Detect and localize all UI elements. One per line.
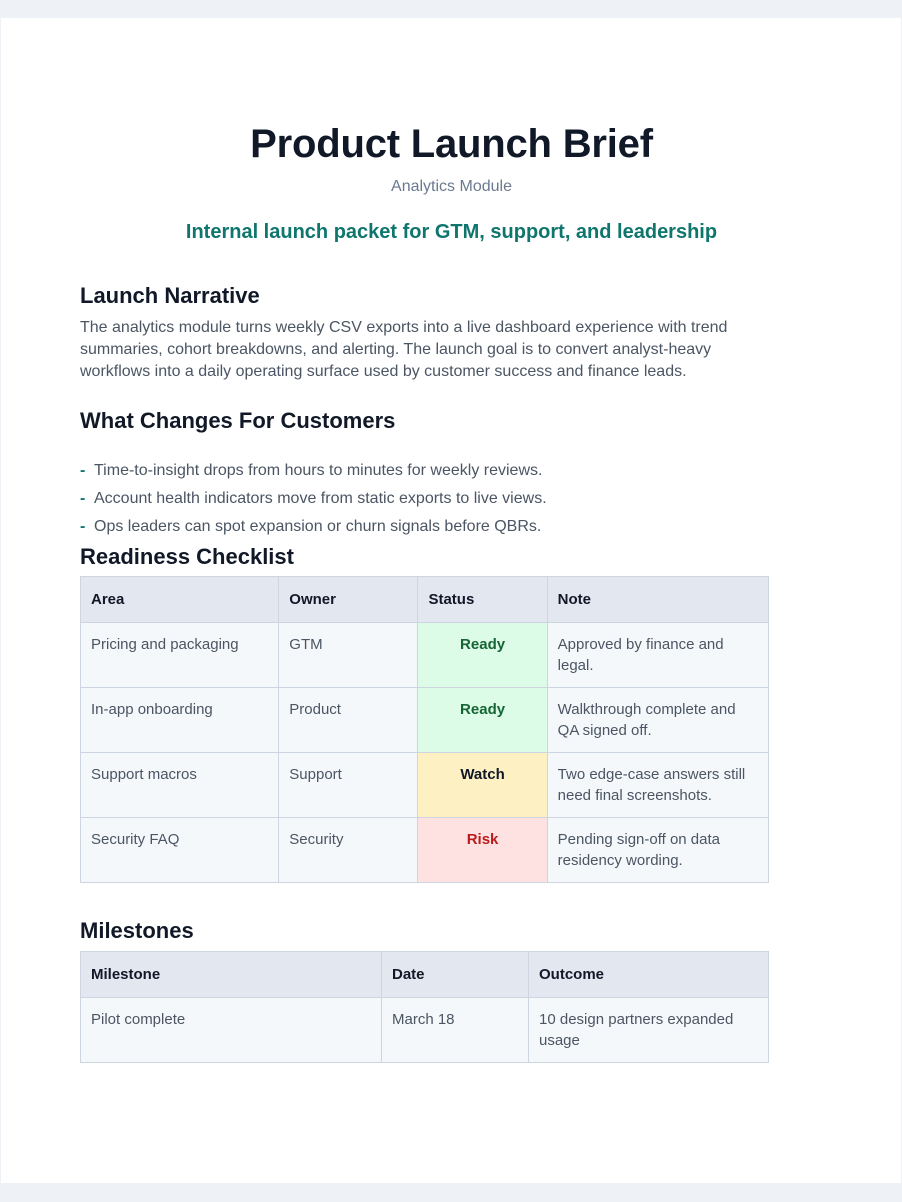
narrative-paragraph <box>80 317 770 383</box>
note-cell: Pending sign-off on data residency wording. <box>547 818 768 883</box>
owner-cell: Product <box>279 688 418 753</box>
list-item-text: Ops leaders can spot expansion or churn signals before QBRs. <box>94 518 542 535</box>
column-header: Milestone <box>81 952 382 998</box>
area-cell: In-app onboarding <box>81 688 279 753</box>
column-header: Outcome <box>529 952 769 998</box>
readiness-table <box>80 576 769 883</box>
status-badge: Ready <box>418 688 547 753</box>
milestone-cell: Pilot complete <box>81 998 382 1063</box>
column-header: Owner <box>279 577 418 623</box>
area-cell: Security FAQ <box>81 818 279 883</box>
table-row <box>81 998 769 1063</box>
list-item <box>80 460 547 488</box>
bullet-marker: - <box>80 490 86 507</box>
milestones-table <box>80 951 769 1063</box>
status-badge: Risk <box>418 818 547 883</box>
narrative-line: The analytics module turns weekly CSV exports into a live dashboard experience with trend <box>80 319 728 336</box>
note-cell: Approved by finance and legal. <box>547 623 768 688</box>
status-badge: Ready <box>418 623 547 688</box>
page-subtitle: Analytics Module <box>391 178 512 195</box>
page-title: Product Launch Brief <box>250 122 653 166</box>
page-tagline: Internal launch packet for GTM, support, and leadership <box>185 221 718 243</box>
outcome-cell: 10 design partners expanded usage <box>529 998 769 1063</box>
table-row <box>81 753 769 818</box>
note-cell: Walkthrough complete and QA signed off. <box>547 688 768 753</box>
column-header: Status <box>418 577 547 623</box>
table-row <box>81 688 769 753</box>
date-cell: March 18 <box>382 998 529 1063</box>
table-row <box>81 623 769 688</box>
list-item-text: Time-to-insight drops from hours to minutes for weekly reviews. <box>94 462 543 479</box>
table-row <box>81 818 769 883</box>
milestones-heading: Milestones <box>80 918 194 943</box>
list-item <box>80 516 547 544</box>
owner-cell: Security <box>279 818 418 883</box>
narrative-heading: Launch Narrative <box>80 283 260 308</box>
note-cell: Two edge-case answers still need final screenshots. <box>547 753 768 818</box>
bullet-marker: - <box>80 518 86 535</box>
document-page <box>1 18 901 1183</box>
checklist-heading: Readiness Checklist <box>80 544 294 569</box>
area-cell: Support macros <box>81 753 279 818</box>
bullet-marker: - <box>80 462 86 479</box>
column-header: Date <box>382 952 529 998</box>
list-item-text: Account health indicators move from static exports to live views. <box>94 490 547 507</box>
table-header-row <box>81 952 769 998</box>
column-header: Area <box>81 577 279 623</box>
column-header: Note <box>547 577 768 623</box>
status-badge: Watch <box>418 753 547 818</box>
changes-heading: What Changes For Customers <box>80 408 396 433</box>
table-header-row <box>81 577 769 623</box>
narrative-line: workflows into a daily operating surface used by customer success and finance leads. <box>80 363 687 380</box>
list-item <box>80 488 547 516</box>
narrative-line: summaries, cohort breakdowns, and alerting. The launch goal is to convert analyst-heavy <box>80 341 712 358</box>
owner-cell: GTM <box>279 623 418 688</box>
changes-list <box>80 460 547 544</box>
area-cell: Pricing and packaging <box>81 623 279 688</box>
owner-cell: Support <box>279 753 418 818</box>
